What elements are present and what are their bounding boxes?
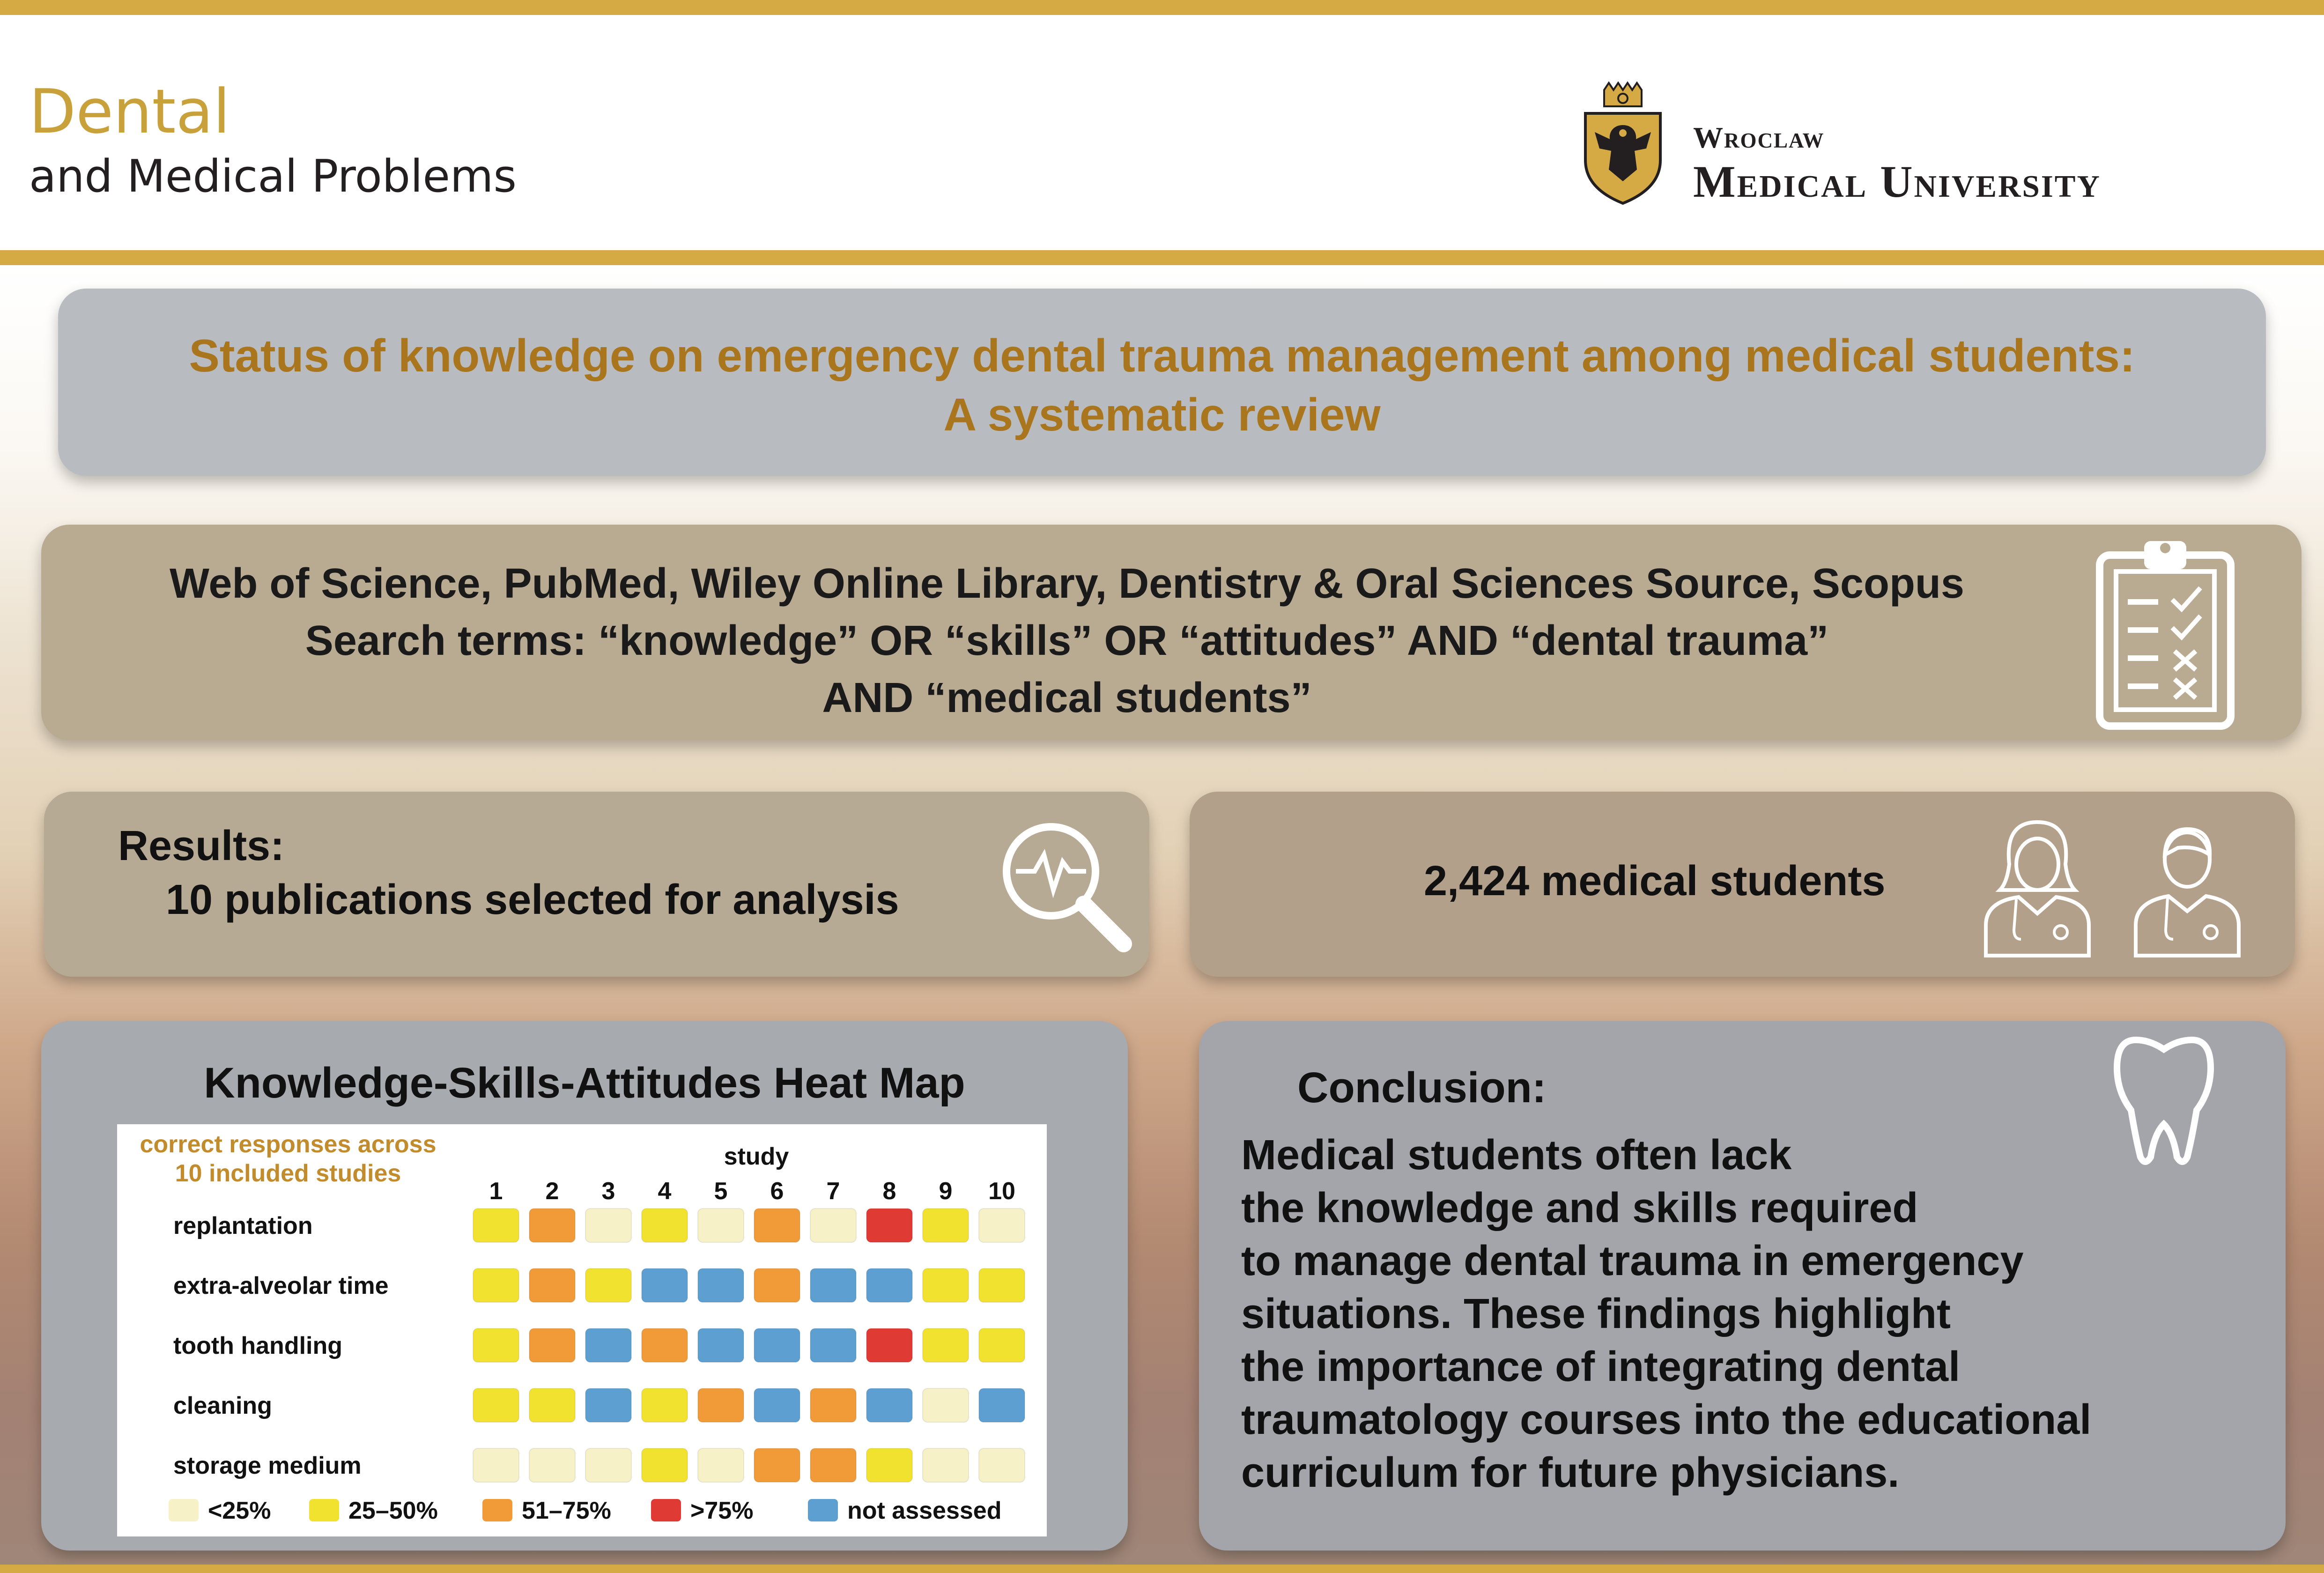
- heatmap-cell: [585, 1209, 631, 1242]
- magnifier-pulse-icon: [990, 815, 1140, 965]
- search-box: [41, 525, 2302, 740]
- heatmap-cell: [473, 1269, 519, 1302]
- journal-title-line2: and Medical Problems: [29, 151, 517, 202]
- heatmap-study-label: 5: [714, 1178, 728, 1205]
- heatmap-cell: [585, 1328, 631, 1362]
- heatmap-cell: [642, 1269, 688, 1302]
- heatmap-cell: [754, 1209, 800, 1242]
- heatmap-subtitle-line1: correct responses across: [140, 1131, 437, 1158]
- heatmap-chart: [117, 1124, 1047, 1536]
- heatmap-study-label: 7: [826, 1178, 840, 1205]
- search-databases: Web of Science, PubMed, Wiley Online Library, Dentistry & Oral Sciences Source, Scopus: [170, 560, 1964, 607]
- heatmap-box: [41, 1021, 1128, 1551]
- heatmap-cell: [473, 1209, 519, 1242]
- heatmap-cell: [754, 1269, 800, 1302]
- heatmap-cell: [698, 1448, 744, 1482]
- bottom-accent-bar: [0, 1565, 2324, 1573]
- article-title-line1: Status of knowledge on emergency dental trauma management among medical students:: [189, 330, 2135, 381]
- heatmap-study-label: 2: [545, 1178, 559, 1205]
- article-title-line2: A systematic review: [943, 389, 1381, 440]
- heatmap-cell: [754, 1388, 800, 1422]
- heatmap-study-label: 1: [489, 1178, 503, 1205]
- students-count: 2,424 medical students: [1424, 858, 1886, 905]
- conclusion-line: curriculum for future physicians.: [1241, 1449, 1900, 1496]
- legend-swatch: [309, 1499, 339, 1521]
- conclusion-line: traumatology courses into the educational: [1241, 1396, 2092, 1443]
- heatmap-cell: [642, 1209, 688, 1242]
- heatmap-row-label: storage medium: [173, 1452, 362, 1479]
- heatmap-cell: [698, 1209, 744, 1242]
- heatmap-cell: [473, 1328, 519, 1362]
- heatmap-panel: [117, 1124, 1047, 1536]
- clipboard-checklist-icon: [2088, 532, 2243, 733]
- conclusion-text: [1241, 1129, 2225, 1499]
- search-terms-line1: Search terms: “knowledge” OR “skills” OR “attitudes” AND “dental trauma”: [305, 617, 1829, 664]
- heatmap-cell: [585, 1388, 631, 1422]
- search-terms-line2: AND “medical students”: [822, 675, 1312, 721]
- conclusion-line: to manage dental trauma in emergency: [1241, 1238, 2024, 1284]
- heatmap-subtitle-line2: 10 included studies: [175, 1160, 401, 1187]
- heatmap-cell: [923, 1209, 969, 1242]
- tooth-icon: [2108, 1031, 2220, 1171]
- heatmap-cell: [810, 1448, 856, 1482]
- heatmap-cell: [754, 1448, 800, 1482]
- conclusion-heading: Conclusion:: [1297, 1064, 1547, 1112]
- heatmap-cell: [923, 1269, 969, 1302]
- heatmap-cell: [642, 1328, 688, 1362]
- journal-title-line1: Dental: [29, 76, 230, 147]
- heatmap-cell: [979, 1388, 1025, 1422]
- title-box: [58, 289, 2266, 476]
- male-doctor-icon: [2126, 813, 2248, 963]
- conclusion-line: situations. These findings highlight: [1241, 1291, 1951, 1337]
- results-box: [44, 792, 1149, 977]
- heatmap-cell: [698, 1328, 744, 1362]
- legend-swatch: [482, 1499, 512, 1521]
- legend-swatch: [651, 1499, 681, 1521]
- heatmap-row-label: extra-alveolar time: [173, 1272, 389, 1299]
- heatmap-cell: [642, 1448, 688, 1482]
- heatmap-column-header: study: [724, 1143, 789, 1170]
- heatmap-row-label: replantation: [173, 1212, 313, 1239]
- legend-label: 51–75%: [522, 1497, 611, 1524]
- heatmap-cell: [866, 1269, 912, 1302]
- university-name-line2: Medical University: [1693, 156, 2101, 207]
- heatmap-cell: [810, 1269, 856, 1302]
- heatmap-cell: [529, 1269, 575, 1302]
- article-title: [58, 326, 2266, 444]
- heatmap-title: Knowledge-Skills-Attitudes Heat Map: [204, 1059, 965, 1107]
- heatmap-cell: [923, 1328, 969, 1362]
- university-crest-icon: [1576, 81, 1670, 207]
- middle-accent-bar: [0, 250, 2324, 265]
- heatmap-cell: [529, 1209, 575, 1242]
- heatmap-cell: [585, 1448, 631, 1482]
- heatmap-cell: [923, 1448, 969, 1482]
- legend-label: not assessed: [847, 1497, 1002, 1524]
- heatmap-cell: [979, 1328, 1025, 1362]
- heatmap-cell: [473, 1388, 519, 1422]
- heatmap-study-label: 8: [882, 1178, 896, 1205]
- heatmap-study-label: 4: [658, 1178, 672, 1205]
- heatmap-row-label: cleaning: [173, 1392, 272, 1419]
- students-box: [1190, 792, 2295, 977]
- heatmap-study-label: 10: [988, 1178, 1015, 1205]
- heatmap-cell: [979, 1269, 1025, 1302]
- heatmap-cell: [810, 1328, 856, 1362]
- heatmap-cell: [866, 1328, 912, 1362]
- heatmap-cell: [923, 1388, 969, 1422]
- heatmap-cell: [810, 1388, 856, 1422]
- heatmap-row-label: tooth handling: [173, 1332, 343, 1359]
- heatmap-cell: [979, 1448, 1025, 1482]
- top-accent-bar: [0, 0, 2324, 15]
- heatmap-cell: [754, 1328, 800, 1362]
- legend-label: 25–50%: [348, 1497, 438, 1524]
- heatmap-cell: [810, 1209, 856, 1242]
- legend-label: >75%: [690, 1497, 754, 1524]
- legend-label: <25%: [208, 1497, 271, 1524]
- conclusion-line: the importance of integrating dental: [1241, 1343, 1961, 1390]
- heatmap-cell: [473, 1448, 519, 1482]
- heatmap-cell: [866, 1388, 912, 1422]
- search-description: [69, 555, 2065, 727]
- heatmap-cell: [698, 1269, 744, 1302]
- conclusion-line: Medical students often lack: [1241, 1132, 1792, 1179]
- heatmap-cell: [642, 1388, 688, 1422]
- heatmap-study-label: 3: [601, 1178, 615, 1205]
- female-doctor-icon: [1976, 813, 2098, 963]
- heatmap-cell: [585, 1269, 631, 1302]
- heatmap-cell: [979, 1209, 1025, 1242]
- legend-swatch: [169, 1499, 199, 1521]
- heatmap-cell: [698, 1388, 744, 1422]
- heatmap-cell: [529, 1388, 575, 1422]
- heatmap-cell: [529, 1328, 575, 1362]
- heatmap-cell: [529, 1448, 575, 1482]
- heatmap-study-label: 6: [770, 1178, 784, 1205]
- legend-swatch: [808, 1499, 838, 1521]
- heatmap-cell: [866, 1209, 912, 1242]
- university-name-line1: Wroclaw: [1693, 121, 1825, 154]
- heatmap-cell: [866, 1448, 912, 1482]
- header: [0, 15, 2324, 250]
- conclusion-line: the knowledge and skills required: [1241, 1185, 1918, 1232]
- results-heading: Results:: [118, 823, 285, 869]
- results-text: 10 publications selected for analysis: [166, 876, 899, 923]
- conclusion-box: [1199, 1021, 2286, 1551]
- heatmap-study-label: 9: [939, 1178, 953, 1205]
